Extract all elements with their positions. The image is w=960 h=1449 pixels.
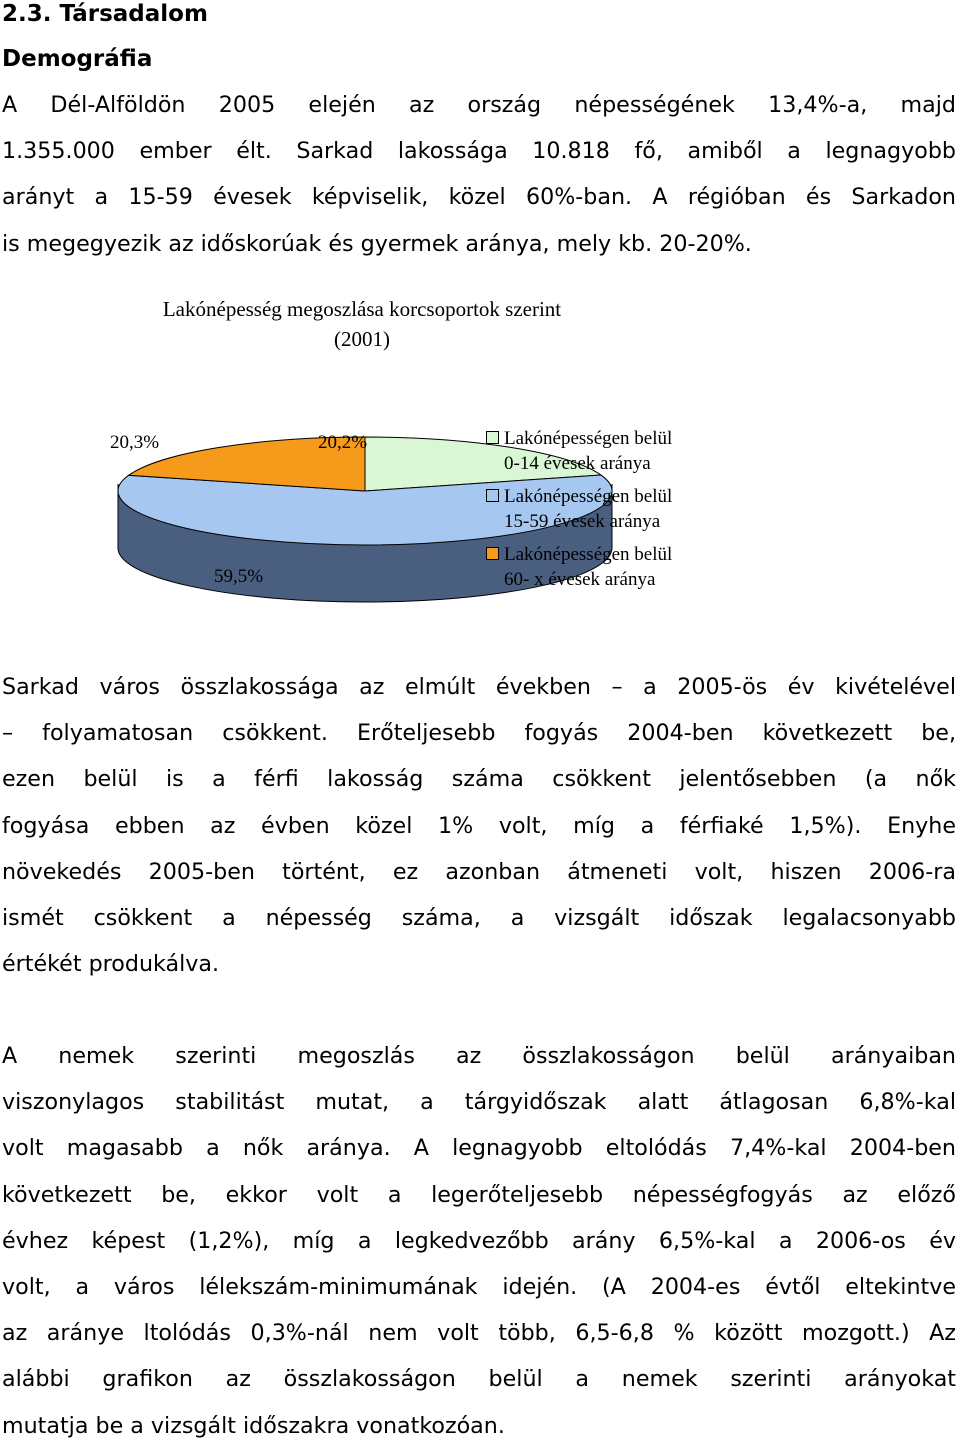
paragraph-1-line: A Dél-Alföldön 2005 elején az ország népességének 13,4%-a, majd — [2, 92, 956, 118]
legend-line: 60- x évesek aránya — [504, 569, 656, 590]
paragraph-2-line: ezen belül is a férfi lakosság száma csökkent jelentősebben (a nők — [2, 766, 956, 793]
legend-swatch-0-14 — [486, 431, 499, 444]
paragraph-1-line: arányt a 15-59 évesek képviselik, közel 60%-ban. A régióban és Sarkadon — [2, 184, 956, 211]
paragraph-3-line: A nemek szerinti megoszlás az összlakosságon belül arányaiban — [2, 1043, 956, 1069]
legend-item-0-14 — [486, 426, 746, 476]
paragraph-3-line: volt magasabb a nők aránya. A legnagyobb eltolódás 7,4%-kal 2004-ben — [2, 1135, 956, 1162]
paragraph-3-line: alábbi grafikon az összlakosságon belül a nemek szerinti arányokat — [2, 1366, 956, 1393]
paragraph-1-line: 1.355.000 ember élt. Sarkad lakossága 10.818 fő, amiből a legnagyobb — [2, 138, 956, 165]
paragraph-3-line: az aránye ltolódás 0,3%-nál nem volt több, 6,5-6,8 % között mozgott.) Az — [2, 1320, 956, 1347]
paragraph-3-line: következett be, ekkor volt a legerőteljesebb népességfogyás az előző — [2, 1181, 956, 1208]
paragraph-2-line: növekedés 2005-ben történt, ez azonban átmeneti volt, hiszen 2006-ra — [2, 858, 956, 885]
legend-swatch-60plus — [486, 547, 499, 560]
slice-label-60plus: 20,3% — [110, 432, 160, 453]
paragraph-1-line: is megegyezik az időskorúak és gyermek aránya, mely kb. 20-20%. — [2, 230, 752, 257]
legend-swatch-15-59 — [486, 489, 499, 502]
legend-item-15-59 — [486, 484, 746, 534]
paragraph-3-line: évhez képest (1,2%), míg a legkedvezőbb arány 6,5%-kal a 2006-os év — [2, 1227, 956, 1254]
pie-chart — [0, 0, 960, 640]
legend-item-60plus — [486, 542, 746, 592]
paragraph-2-line: fogyása ebben az évben közel 1% volt, míg a férfiaké 1,5%). Enyhe — [2, 812, 956, 839]
paragraph-2 — [2, 664, 956, 987]
chart-subtitle: (2001) — [334, 327, 390, 351]
paragraph-2-line: – folyamatosan csökkent. Erőteljesebb fogyás 2004-ben következett be, — [2, 720, 956, 747]
paragraph-3 — [2, 1033, 956, 1449]
legend-line: Lakónépességen belül — [504, 428, 673, 449]
section-heading: 2.3. Társadalom — [2, 1, 208, 27]
section-subheading: Demográfia — [2, 46, 153, 72]
slice-label-0-14: 20,2% — [318, 432, 368, 453]
slice-label-15-59: 59,5% — [214, 566, 264, 587]
paragraph-2-line: értékét produkálva. — [2, 951, 220, 978]
paragraph-3-line: volt, a város lélekszám-minimumának idején. (A 2004-es évtől eltekintve — [2, 1274, 956, 1301]
legend-line: 0-14 évesek aránya — [504, 453, 651, 474]
legend-line: 15-59 évesek aránya — [504, 511, 661, 532]
paragraph-3-line: mutatja be a vizsgált időszakra vonatkozóan. — [2, 1412, 505, 1439]
legend-line: Lakónépességen belül — [504, 486, 673, 507]
legend-line: Lakónépességen belül — [504, 544, 673, 565]
paragraph-3-line: viszonylagos stabilitást mutat, a tárgyidőszak alatt átlagosan 6,8%-kal — [2, 1089, 956, 1116]
paragraph-2-line: ismét csökkent a népesség száma, a vizsgált időszak legalacsonyabb — [2, 905, 956, 932]
paragraph-2-line: Sarkad város összlakossága az elmúlt években – a 2005-ös év kivételével — [2, 674, 956, 700]
chart-title: Lakónépesség megoszlása korcsoportok szerint — [162, 297, 562, 321]
